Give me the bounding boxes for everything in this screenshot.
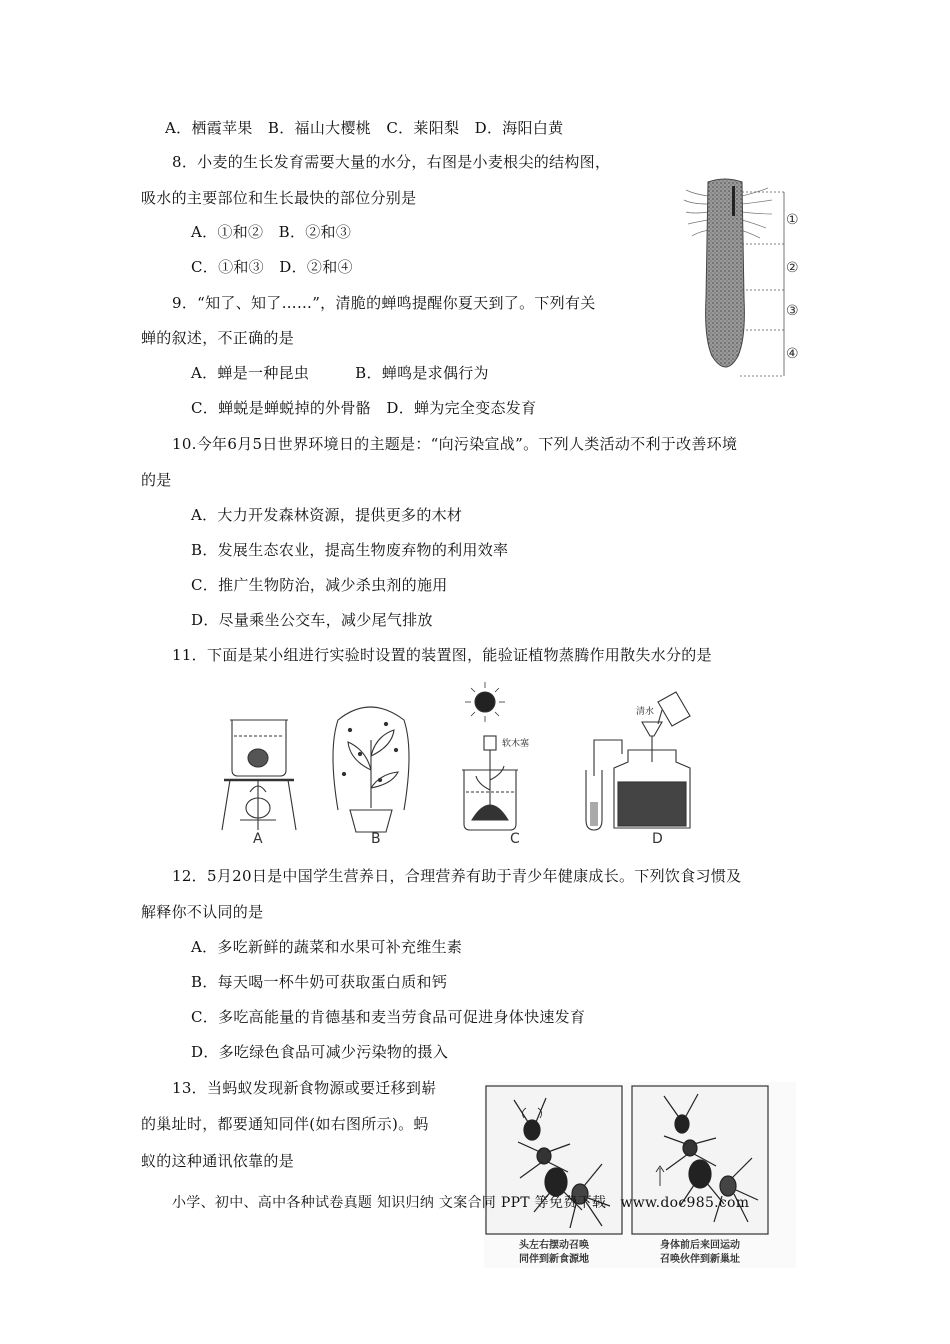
q8-stem-line1: 8．小麦的生长发育需要大量的水分，右图是小麦根尖的结构图，	[172, 153, 611, 171]
q8-options-ab: A．①和② B．②和③	[191, 223, 352, 241]
root-tip-figure	[680, 178, 810, 382]
q10-option-c: C．推广生物防治，减少杀虫剂的施用	[191, 576, 448, 594]
q10-option-d: D．尽量乘坐公交车，减少尾气排放	[191, 611, 433, 629]
q12-option-c: C．多吃高能量的肯德基和麦当劳食品可促进身体快速发育	[191, 1008, 586, 1026]
q13-stem-line3: 蚁的这种通讯依靠的是	[141, 1152, 295, 1170]
q12-option-d: D．多吃绿色食品可减少污染物的摄入	[191, 1043, 449, 1061]
q9-options-cd: C．蝉蜕是蝉蜕掉的外骨骼 D．蝉为完全变态发育	[191, 399, 537, 417]
apparatus-c	[462, 682, 518, 830]
experiment-figure	[210, 680, 730, 850]
q8-stem-line2: 吸水的主要部位和生长最快的部位分别是	[141, 189, 417, 207]
ant-caption-right-2: 召唤伙伴到新巢址	[660, 1254, 740, 1265]
figure-label-d: D	[652, 831, 663, 847]
figure-label-a: A	[253, 831, 263, 847]
q8-options-cd: C．①和③ D．②和④	[191, 258, 353, 276]
q12-option-a: A．多吃新鲜的蔬菜和水果可补充维生素	[191, 938, 463, 956]
q10-stem-line2: 的是	[141, 471, 172, 489]
q12-option-b: B．每天喝一杯牛奶可获取蛋白质和钙	[191, 973, 448, 991]
q13-stem-line2: 的巢址时，都要通知同伴(如右图所示)。蚂	[141, 1115, 429, 1133]
apparatus-b	[333, 707, 409, 832]
footer-text: 小学、初中、高中各种试卷真题 知识归纳 文案合同 PPT 等免费下载 www.doc985.com	[172, 1195, 750, 1211]
apparatus-a	[222, 720, 296, 830]
ant-caption-right-1: 身体前后来回运动	[660, 1240, 740, 1251]
figure-label-c: C	[510, 831, 520, 847]
q11-stem: 11．下面是某小组进行实验时设置的装置图，能验证植物蒸腾作用散失水分的是	[172, 646, 712, 664]
q10-option-a: A．大力开发森林资源，提供更多的木材	[191, 506, 463, 524]
ant-figure	[484, 1082, 796, 1268]
ant-caption-left-2: 同伴到新食源地	[519, 1254, 589, 1265]
q7-options: A．栖霞苹果 B．福山大樱桃 C．莱阳梨 D．海阳白黄	[165, 119, 564, 137]
ant-caption-left-1: 头左右摆动召唤	[519, 1240, 589, 1251]
q10-stem-line1: 10.今年6月5日世界环境日的主题是：“向污染宣战”。下列人类活动不利于改善环境	[172, 435, 738, 453]
figure-label-b: B	[371, 831, 381, 847]
q13-stem-line1: 13．当蚂蚁发现新食物源或要迁移到崭	[172, 1079, 437, 1097]
root-label-1: ①	[786, 212, 799, 228]
root-label-3: ③	[786, 303, 799, 319]
q12-stem-line2: 解释你不认同的是	[141, 903, 264, 921]
label-water: 清水	[635, 707, 654, 717]
label-cork: 软木塞	[502, 739, 530, 749]
root-label-4: ④	[786, 346, 799, 362]
root-label-2: ②	[786, 260, 799, 276]
q9-options-ab: A．蝉是一种昆虫 B．蝉鸣是求偶行为	[191, 364, 489, 382]
q12-stem-line1: 12．5月20日是中国学生营养日，合理营养有助于青少年健康成长。下列饮食习惯及	[172, 867, 742, 885]
q9-stem-line2: 蝉的叙述，不正确的是	[141, 329, 295, 347]
q9-stem-line1: 9．“知了、知了……”，清脆的蝉鸣提醒你夏天到了。下列有关	[172, 294, 596, 312]
q10-option-b: B．发展生态农业，提高生物废弃物的利用效率	[191, 541, 509, 559]
